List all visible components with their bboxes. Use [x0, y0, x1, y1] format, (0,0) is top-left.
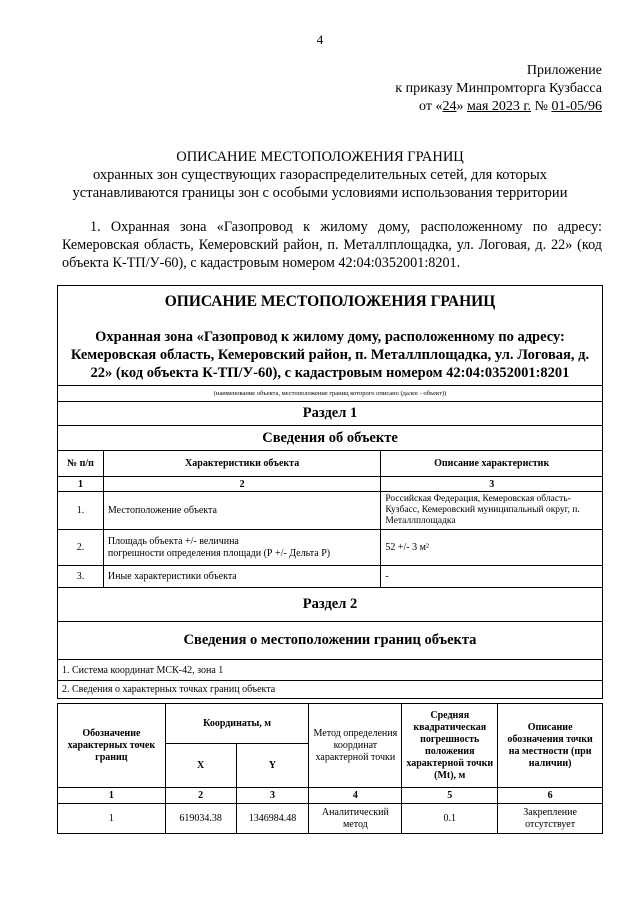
document-title-line2: охранных зон существующих газораспределительных сетей, для которых [93, 167, 547, 183]
table-row [58, 566, 603, 588]
col-num: 1 [58, 477, 104, 492]
document-title-line1: ОПИСАНИЕ МЕСТОПОЛОЖЕНИЯ ГРАНИЦ [176, 149, 464, 165]
table-row [58, 530, 603, 566]
coord-system: 1. Система координат МСК-42, зона 1 [58, 660, 603, 681]
intro-paragraph: 1. Охранная зона «Газопровод к жилому дому, расположенному по адресу: Кемеровская область, Кемеровский район, п. Металлплощадка, ул. Логовая, д. 22» (код объекта К-ТП/У-60), с кадастровым номером 42:04:0352001:8201. [62, 219, 602, 271]
section2-label: Раздел 2 [58, 588, 603, 622]
table-row [58, 804, 603, 834]
point-marking: Закрепление отсутствует [498, 804, 603, 834]
row-no: 2. [58, 530, 104, 566]
row-char: Местоположение объекта [103, 492, 380, 530]
section2-title: Сведения о местоположении границ объекта [58, 622, 603, 660]
point-method: Аналитический метод [309, 804, 402, 834]
row-char [103, 530, 380, 566]
form-object-caption: (наименование объекта, местоположение границ которого описано (далее - объект)) [58, 386, 603, 402]
appendix-header [395, 62, 602, 116]
points-caption: 2. Сведения о характерных точках границ объекта [58, 681, 603, 699]
col-num: 6 [498, 788, 603, 804]
appendix-line1: Приложение [526, 63, 602, 78]
row-char-line1: Площадь объекта +/- величина [107, 535, 239, 547]
row-no: 3. [58, 566, 104, 588]
appendix-mid: » [456, 99, 467, 114]
document-title [40, 148, 600, 202]
document-title-line3: устанавливаются границы зон с особыми условиями использования территории [72, 185, 568, 201]
appendix-prefix: от « [419, 99, 443, 114]
col-desc-header: Описание характеристик [381, 451, 603, 477]
appendix-month-year: мая 2023 г. [466, 99, 532, 114]
y-header: Y [236, 744, 309, 788]
row-desc: Российская Федерация, Кемеровская область-Кузбасс, Кемеровский муниципальный округ, п. Металлплощадка [381, 492, 603, 530]
col-char-header: Характеристики объекта [103, 451, 380, 477]
form-object-name: Охранная зона «Газопровод к жилому дому, расположенному по адресу: Кемеровская область, Кемеровский район, п. Металлплощадка, ул. Логовая, д. 22» (код объекта К-ТП/У-60), с кадастровым номером 42:04:0352001:8201 [70, 329, 590, 381]
col-num: 5 [402, 788, 498, 804]
col-num: 4 [309, 788, 402, 804]
appendix-number: 01-05/96 [551, 99, 602, 114]
table-row [58, 492, 603, 530]
col-num: 3 [381, 477, 603, 492]
form-header-cell [58, 286, 603, 386]
appendix-line2: к приказу Минпромторга Кузбасса [395, 81, 602, 96]
section1-label: Раздел 1 [58, 402, 603, 426]
col-num: 3 [236, 788, 309, 804]
point-id: 1 [58, 804, 166, 834]
page-number: 4 [316, 32, 324, 47]
row-char-line2: погрешности определения площади (Р +/- Дельта Р) [107, 547, 331, 559]
form-title: ОПИСАНИЕ МЕСТОПОЛОЖЕНИЯ ГРАНИЦ [164, 293, 496, 310]
appendix-no-sign: № [531, 99, 552, 114]
row-char: Иные характеристики объекта [103, 566, 380, 588]
point-y: 1346984.48 [236, 804, 309, 834]
designation-header: Обозначение характерных точек границ [58, 704, 166, 788]
boundary-form-table [57, 285, 603, 699]
col-num: 1 [58, 788, 166, 804]
row-desc: 52 +/- 3 м² [381, 530, 603, 566]
appendix-day: 24 [442, 99, 457, 114]
row-desc: - [381, 566, 603, 588]
row-no: 1. [58, 492, 104, 530]
method-header: Метод определения координат характерной точки [309, 704, 402, 788]
col-num: 2 [165, 788, 236, 804]
coords-header: Координаты, м [165, 704, 309, 744]
appendix-line3 [395, 98, 602, 116]
section1-title: Сведения об объекте [58, 426, 603, 451]
col-num: 2 [103, 477, 380, 492]
col-no-header: № п/п [58, 451, 104, 477]
marking-header: Описание обозначения точки на местности (при наличии) [498, 704, 603, 788]
point-mt: 0.1 [402, 804, 498, 834]
accuracy-header: Средняя квадратическая погрешность положения характерной точки (Mt), м [402, 704, 498, 788]
point-x: 619034.38 [165, 804, 236, 834]
x-header: X [165, 744, 236, 788]
points-table [57, 703, 603, 834]
